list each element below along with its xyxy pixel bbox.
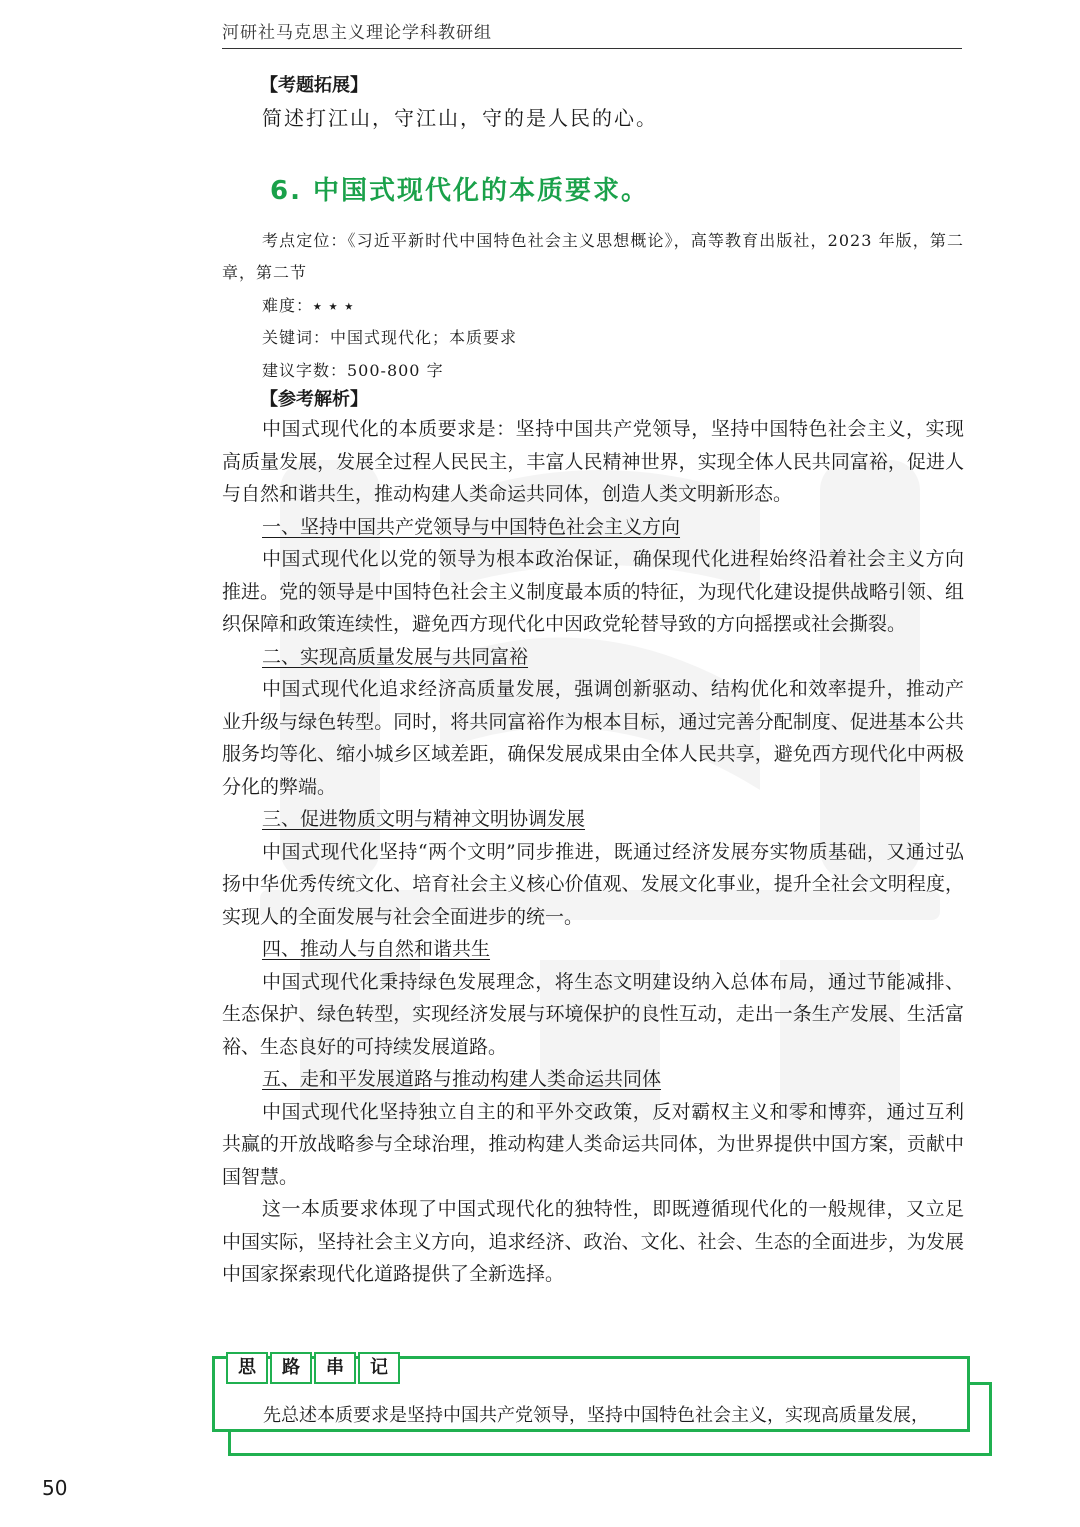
page-header [222,18,962,49]
expansion-heading: 【考题拓展】 [260,75,368,96]
notes-tab-3: 串 [314,1352,356,1384]
point-title-5: 五、走和平发展道路与推动构建人类命运共同体 [262,1068,662,1090]
word-count-line: 建议字数：500-800 字 [262,360,444,380]
point-title-1: 一、坚持中国共产党领导与中国特色社会主义方向 [262,515,681,538]
analysis-heading: 【参考解析】 [260,389,368,410]
header-title: 河研社马克思主义理论学科教研组 [222,23,492,43]
notes-tab-4: 记 [358,1352,400,1384]
notes-box-tabs [226,1352,402,1382]
notes-box [212,1352,990,1456]
conclusion-paragraph: 这一本质要求体现了中国式现代化的独特性，即既遵循现代化的一般规律，又立足中国实际，坚持社会主义方向，追求经济、政治、文化、社会、生态的全面进步，为发展中国家探索现代化道路提供了全新选择。 [222,1198,964,1285]
intro-paragraph: 中国式现代化的本质要求是：坚持中国共产党领导，坚持中国特色社会主义，实现高质量发展，发展全过程人民民主，丰富人民精神世界，实现全体人民共同富裕，促进人与自然和谐共生，推动构建人类命运共同体，创造人类文明新形态。 [222,418,964,505]
point-body-1: 中国式现代化以党的领导为根本政治保证，确保现代化进程始终沿着社会主义方向推进。党的领导是中国特色社会主义制度最本质的特征，为现代化建设提供战略引领、组织保障和政策连续性，避免西方现代化中因政党轮替导致的方向摇摆或社会撕裂。 [222,548,964,635]
point-body-5: 中国式现代化坚持独立自主的和平外交政策，反对霸权主义和零和博弈，通过互利共赢的开放战略参与全球治理，推动构建人类命运共同体，为世界提供中国方案，贡献中国智慧。 [222,1100,964,1188]
point-title-3: 三、促进物质文明与精神文明协调发展 [262,808,586,830]
source-line: 考点定位：《习近平新时代中国特色社会主义思想概论》，高等教育出版社，2023 年版，第二章，第二节 [222,230,964,282]
point-body-4: 中国式现代化秉持绿色发展理念，将生态文明建设纳入总体布局，通过节能减排、生态保护、绿色转型，实现经济发展与环境保护的良性互动，走出一条生产发展、生活富裕、生态良好的可持续发展道路。 [222,970,964,1058]
section-title: 6. 中国式现代化的本质要求。 [270,175,650,206]
point-body-3: 中国式现代化坚持“两个文明”同步推进，既通过经济发展夯实物质基础，又通过弘扬中华优秀传统文化、培育社会主义核心价值观、发展文化事业，提升全社会文明程度，实现人的全面发展与社会全面进步的统一。 [222,840,964,928]
keywords-line: 关键词：中国式现代化；本质要求 [262,328,518,347]
point-title-2: 二、实现高质量发展与共同富裕 [262,645,529,668]
point-title-4: 四、推动人与自然和谐共生 [262,938,491,960]
notes-box-text: 先总述本质要求是坚持中国共产党领导，坚持中国特色社会主义，实现高质量发展， [263,1405,929,1426]
main-content [222,70,964,1291]
expansion-text: 简述打江山，守江山，守的是人民的心。 [262,106,658,130]
notes-tab-2: 路 [270,1352,312,1384]
point-body-2: 中国式现代化追求经济高质量发展，强调创新驱动、结构优化和效率提升，推动产业升级与绿色转型。同时，将共同富裕作为根本目标，通过完善分配制度、促进基本公共服务均等化、缩小城乡区域差距，确保发展成果由全体人民共享，避免西方现代化中两极分化的弊端。 [222,678,964,798]
page-number: 50 [42,1476,68,1500]
difficulty-line: 难度：⭑ ⭑ ⭑ [262,295,355,315]
notes-tab-1: 思 [226,1352,268,1384]
